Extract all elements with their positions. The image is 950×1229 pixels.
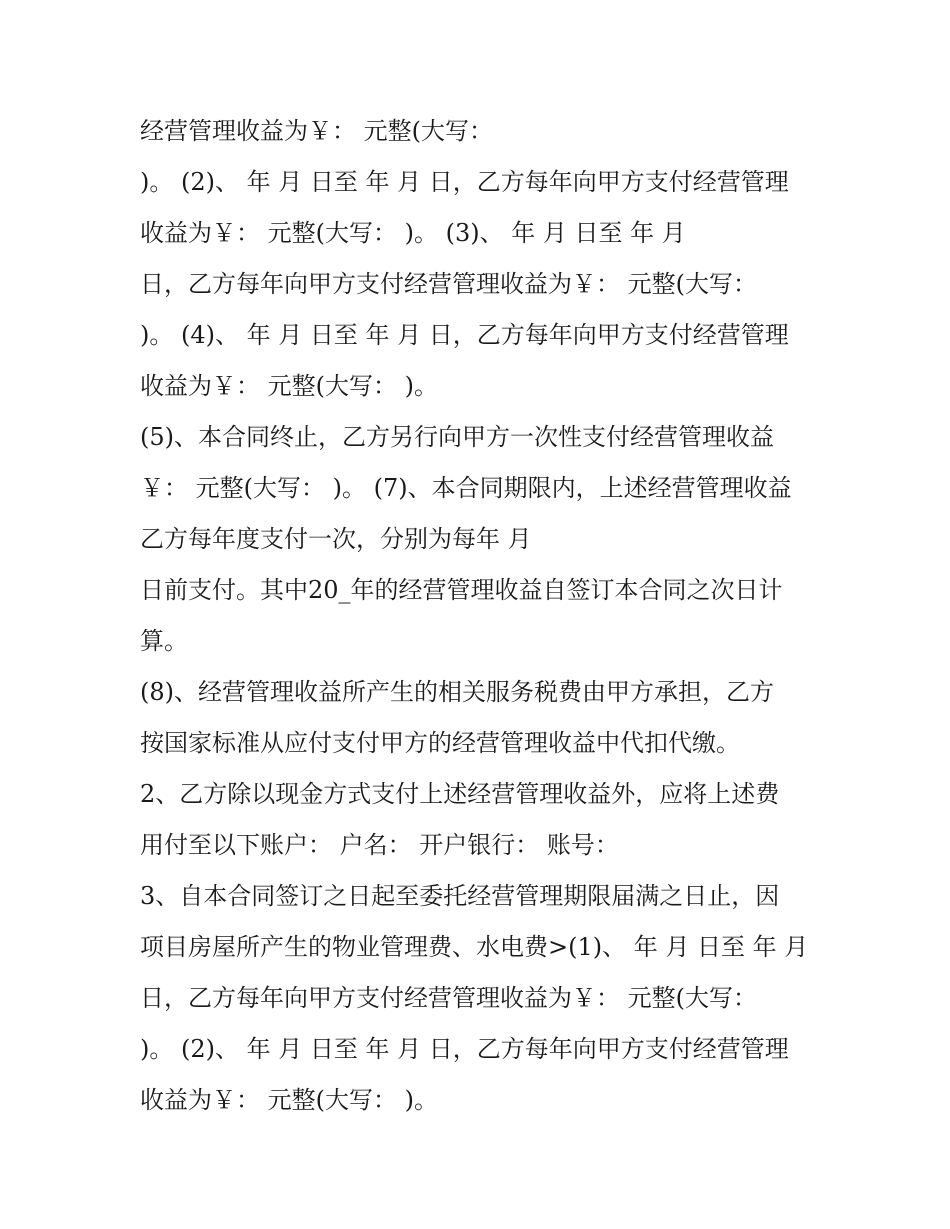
text-line: 用付至以下账户： 户名： 开户银行： 账号： bbox=[140, 831, 619, 859]
text-line: (8)、经营管理收益所产生的相关服务税费由甲方承担，乙方 bbox=[140, 678, 774, 706]
contract-text-body bbox=[140, 111, 820, 1131]
text-line: 收益为￥： 元整(大写： )。 bbox=[140, 372, 438, 400]
text-line: 项目房屋所产生的物业管理费、水电费>(1)、 年 月 日至 年 月 bbox=[140, 933, 809, 961]
text-line: 3、自本合同签订之日起至委托经营管理期限届满之日止，因 bbox=[140, 882, 780, 910]
text-line: ￥： 元整(大写： )。 (7)、本合同期限内，上述经营管理收益 bbox=[140, 474, 792, 502]
text-line: )。 (2)、 年 月 日至 年 月 日，乙方每年向甲方支付经营管理 bbox=[140, 168, 789, 196]
text-line: 按国家标准从应付支付甲方的经营管理收益中代扣代缴。 bbox=[140, 729, 740, 757]
text-line: 算。 bbox=[140, 627, 188, 655]
text-line: 日前支付。其中20_年的经营管理收益自签订本合同之次日计 bbox=[140, 576, 783, 604]
text-line: )。 (4)、 年 月 日至 年 月 日，乙方每年向甲方支付经营管理 bbox=[140, 321, 789, 349]
text-line: 经营管理收益为￥： 元整(大写： bbox=[140, 117, 493, 145]
text-line: (5)、本合同终止，乙方另行向甲方一次性支付经营管理收益 bbox=[140, 423, 774, 451]
text-line: 乙方每年度支付一次，分别为每年 月 bbox=[140, 525, 532, 553]
text-line: 日，乙方每年向甲方支付经营管理收益为￥： 元整(大写： bbox=[140, 984, 757, 1012]
text-line: 2、乙方除以现金方式支付上述经营管理收益外，应将上述费 bbox=[140, 780, 780, 808]
text-line: 收益为￥： 元整(大写： )。 (3)、 年 月 日至 年 月 bbox=[140, 219, 686, 247]
text-line: 收益为￥： 元整(大写： )。 bbox=[140, 1086, 438, 1114]
text-line: 日，乙方每年向甲方支付经营管理收益为￥： 元整(大写： bbox=[140, 270, 757, 298]
text-line: )。 (2)、 年 月 日至 年 月 日，乙方每年向甲方支付经营管理 bbox=[140, 1035, 789, 1063]
